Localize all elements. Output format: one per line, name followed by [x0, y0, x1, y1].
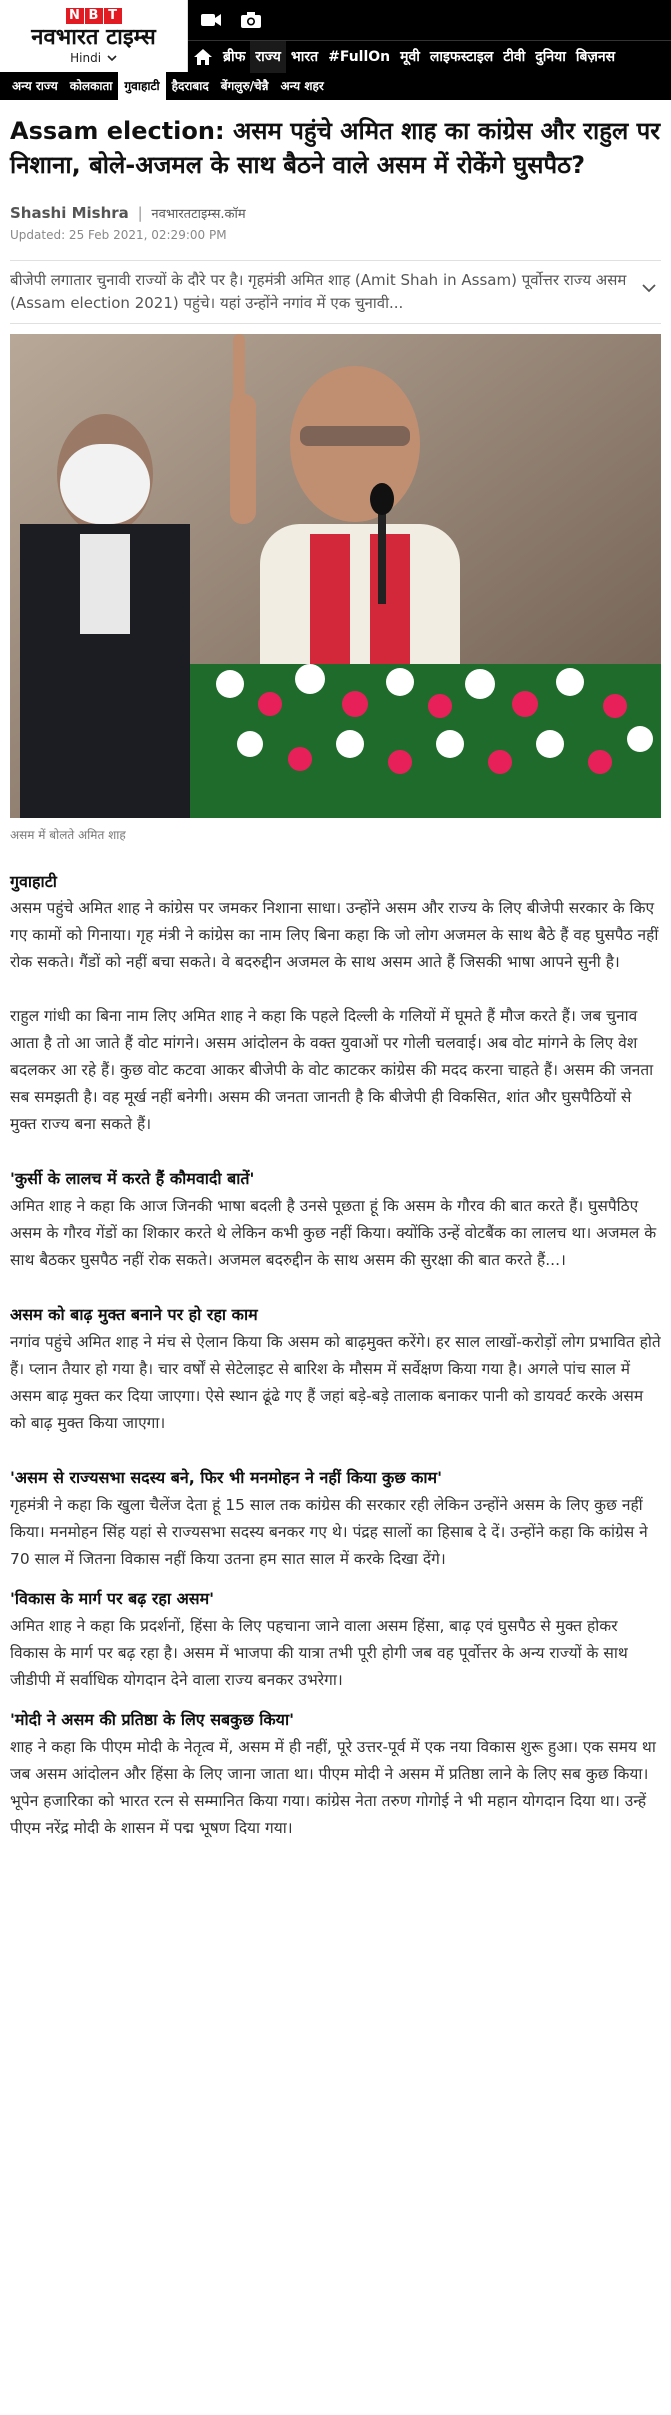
nav-item-states[interactable]: राज्य: [250, 41, 285, 73]
article-summary[interactable]: [10, 260, 661, 324]
nav-item-fullon[interactable]: #FullOn: [328, 48, 391, 65]
logo-nbt-badge: [66, 8, 122, 24]
city-item-bengaluru-chennai[interactable]: बेंगलुरु/चेन्नै: [220, 79, 269, 93]
logo-letter: B: [85, 8, 103, 24]
city-item-kolkata[interactable]: कोलकाता: [69, 79, 113, 93]
camera-icon[interactable]: [240, 11, 262, 29]
city-item-hyderabad[interactable]: हैदराबाद: [171, 79, 209, 93]
subheading: असम को बाढ़ मुक्त बनाने पर हो रहा काम: [10, 1305, 258, 1324]
city-nav: [0, 72, 671, 100]
paragraph: अमित शाह ने कहा कि प्रदर्शनों, हिंसा के लिए पहचाना जाने वाला असम हिंसा, बाढ़ एवं घुसपैठ से मुक्त होकर विकास के मार्ग पर बढ़ रहा है। असम में भाजपा की यात्रा तभी पूरी होगी जब वह पूर्वोत्तर के अन्य राज्यों के साथ जीडीपी में सर्वाधिक योगदान देने वाला राज्य बनकर उभरेगा।: [10, 1617, 628, 1689]
main-nav: [188, 40, 671, 72]
nav-item-tv[interactable]: टीवी: [503, 48, 526, 65]
chevron-down-icon[interactable]: [641, 283, 657, 293]
article-headline: Assam election: असम पहुंचे अमित शाह का कांग्रेस और राहुल पर निशाना, बोले-अजमल के साथ बैठने वाले असम में रोकेंगे घुसपैठ?: [10, 117, 661, 179]
article-container: [0, 114, 671, 1842]
media-icon-bar: [188, 0, 671, 40]
nav-item-business[interactable]: बिज़नस: [575, 48, 616, 65]
summary-text: बीजेपी लगातार चुनावी राज्यों के दौरे पर है। गृहमंत्री अमित शाह (Amit Shah in Assam) पूर्वोत्तर राज्य असम (Assam election 2021) पहुंचे। यहां उन्होंने नगांव में एक चुनावी...: [10, 271, 627, 312]
updated-timestamp: Updated: 25 Feb 2021, 02:29:00 PM: [10, 228, 227, 242]
nav-home[interactable]: [188, 41, 218, 73]
site-logo[interactable]: [0, 0, 188, 72]
hero-photo: [10, 334, 661, 818]
home-icon: [193, 48, 213, 66]
language-selector[interactable]: [70, 51, 117, 65]
site-header: [0, 0, 671, 72]
city-item-other-cities[interactable]: अन्य शहर: [280, 79, 324, 93]
publisher-name: नवभारतटाइम्स.कॉम: [151, 207, 246, 222]
subheading: 'विकास के मार्ग पर बढ़ रहा असम': [10, 1589, 215, 1608]
paragraph: राहुल गांधी का बिना नाम लिए अमित शाह ने कहा कि पहले दिल्ली के गलियों में घूमते हैं मौज करते हैं। जब चुनाव आता है तो आ जाते हैं वोट मांगने। असम आंदोलन के वक्त युवाओं पर गोली चलवाई। अब वोट मांगने के लिए वेश बदलकर आ रहे हैं। कुछ वोट कटवा आकर बीजेपी के वोट काटकर कांग्रेस की मदद करना चाहते हैं। असम की जनता सब समझती है। वह मूर्ख नहीं बनेगी। असम की जनता जानती है कि बीजेपी ही विकसित, शांत और घुसपैठियों से मुक्त राज्य बना सकते हैं।: [10, 1007, 654, 1133]
city-item-guwahati[interactable]: गुवाहाटी: [118, 72, 165, 100]
image-caption: असम में बोलते अमित शाह: [10, 828, 126, 842]
header-right: [188, 0, 671, 72]
paragraph: शाह ने कहा कि पीएम मोदी के नेतृत्व में, असम में ही नहीं, पूरे उत्तर-पूर्व में एक नया विकास शुरू हुआ। एक समय था जब असम आंदोलन और हिंसा के लिए जाना जाता था। पीएम मोदी ने असम में प्रतिष्ठा लाने के लिए सब कुछ किया। भूपेन हजारिका को भारत रत्न से सम्मानित किया गया। कांग्रेस नेता तरुण गोगोई ने भी महान योगदान दिया था। उन्हें पीएम नरेंद्र मोदी के शासन में पद्म भूषण दिया गया।: [10, 1738, 656, 1837]
paragraph: अमित शाह ने कहा कि आज जिनकी भाषा बदली है उनसे पूछता हूं कि असम के गौरव की बात करते हैं। घुसपैठिए असम के गौरव गेंडों का शिकार करते थे लेकिन कभी कुछ नहीं किया। क्योंकि उन्हें वोटबैंक का लालच था। अजमल के साथ बैठकर घुसपैठ नहीं रोक सकते। अजमल बदरुद्दीन के साथ असम की सुरक्षा की बात करते हैं...।: [10, 1197, 657, 1269]
byline-separator: |: [137, 204, 143, 222]
dateline: गुवाहाटी: [10, 872, 57, 891]
video-icon[interactable]: [200, 12, 222, 28]
city-item-other-states[interactable]: अन्य राज्य: [12, 79, 58, 93]
logo-letter: T: [104, 8, 122, 24]
article-body: [10, 869, 661, 1842]
nav-item-world[interactable]: दुनिया: [535, 48, 566, 65]
language-label: Hindi: [70, 50, 102, 65]
chevron-down-icon: [107, 54, 117, 62]
byline: [10, 204, 661, 222]
paragraph: असम पहुंचे अमित शाह ने कांग्रेस पर जमकर निशाना साधा। उन्होंने असम और राज्य के लिए बीजेपी सरकार के किए गए कामों को गिनाया। गृह मंत्री ने कांग्रेस का नाम लिए बिना कहा कि जो लोग अजमल के साथ बैठे हैं वह घुसपैठ नहीं रोक सकते। गैंडों को नहीं बचा सकते। वे बदरुद्दीन अजमल के साथ असम आते हैं जिसकी भाषा आपने सुनी है।: [10, 899, 659, 971]
subheading: 'कुर्सी के लालच में करते हैं कौमवादी बातें': [10, 1169, 255, 1188]
author-name[interactable]: Shashi Mishra: [10, 204, 129, 222]
paragraph: नगांव पहुंचे अमित शाह ने मंच से ऐलान किया कि असम को बाढ़मुक्त करेंगे। हर साल लाखों-करोड़ों लोग प्रभावित होते हैं। प्लान तैयार हो गया है। चार वर्षों से सेटेलाइट से बारिश के मौसम में सर्वेक्षण किया गया है। अगले पांच साल में असम बाढ़ मुक्त कर दिया जाएगा। ऐसे स्थान ढूंढे गए हैं जहां बड़े-बड़े तालाक बनाकर पानी को डायवर्ट करके असम को बाढ़ मुक्त किया जाएगा।: [10, 1333, 661, 1432]
nav-item-movies[interactable]: मूवी: [400, 48, 420, 65]
subheading: 'मोदी ने असम की प्रतिष्ठा के लिए सबकुछ किया': [10, 1710, 295, 1729]
hero-image: [10, 334, 661, 818]
nav-item-lifestyle[interactable]: लाइफस्टाइल: [429, 48, 494, 65]
logo-title: नवभारत टाइम्स: [31, 23, 156, 50]
nav-item-brief[interactable]: ब्रीफ: [223, 48, 246, 65]
subheading: 'असम से राज्यसभा सदस्य बने, फिर भी मनमोहन ने नहीं किया कुछ काम': [10, 1468, 443, 1487]
paragraph: गृहमंत्री ने कहा कि खुला चैलेंज देता हूं 15 साल तक कांग्रेस की सरकार रही लेकिन उन्होंने असम के लिए कुछ नहीं किया। मनमोहन सिंह यहां से राज्यसभा सदस्य बनकर गए थे। पंद्रह सालों का हिसाब दे दें। उन्होंने कहा कि कांग्रेस ने 70 साल में जितना विकास नहीं किया उतना हम सात साल में करके दिखा देंगे।: [10, 1496, 648, 1568]
logo-letter: N: [66, 8, 84, 24]
nav-item-india[interactable]: भारत: [290, 48, 319, 65]
